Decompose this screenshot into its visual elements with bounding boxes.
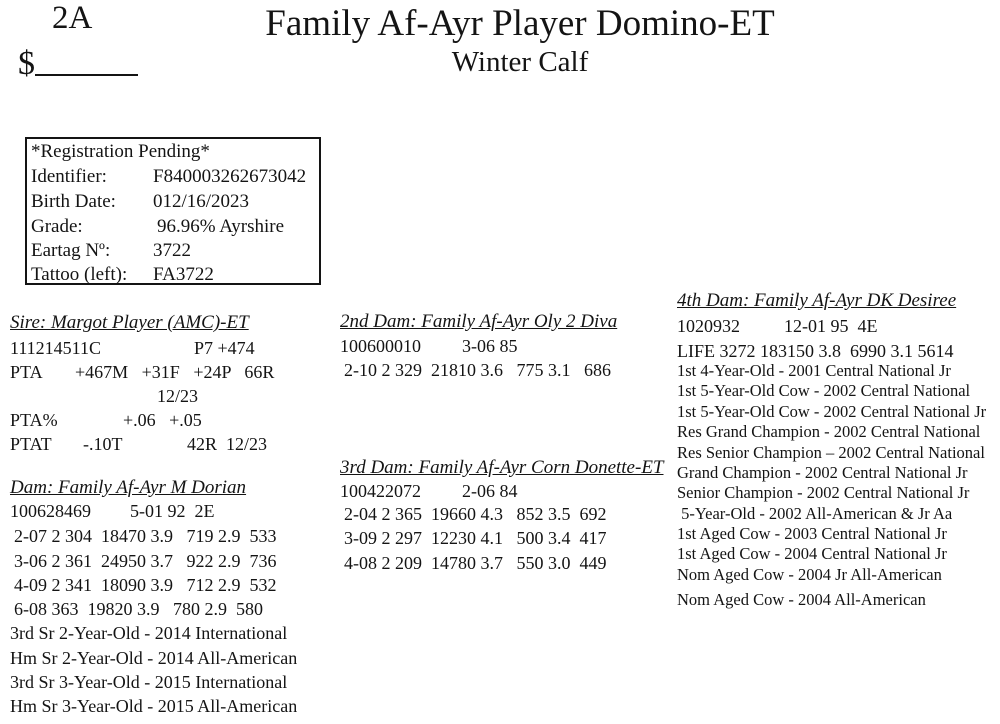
grade-value: 96.96% Ayrshire bbox=[157, 216, 285, 237]
fourth-dam-heading: 4th Dam: Family Af-Ayr DK Desiree bbox=[677, 290, 957, 311]
grade-label: Grade: bbox=[31, 216, 83, 237]
identifier-label: Identifier: bbox=[31, 166, 107, 187]
fourth-dam-award: 1st 5-Year-Old Cow - 2002 Central National Jr bbox=[677, 402, 987, 421]
dam-record: 3-06 2 361 24950 3.7 922 2.9 736 bbox=[14, 551, 277, 571]
fourth-dam-reg-number: 1020932 bbox=[677, 316, 740, 336]
fourth-dam-award: Grand Champion - 2002 Central National Jr bbox=[677, 463, 968, 482]
dam-record: 6-08 363 19820 3.9 780 2.9 580 bbox=[14, 599, 263, 619]
second-dam-reg-number: 100600010 bbox=[340, 336, 421, 356]
eartag-value: 3722 bbox=[153, 240, 191, 261]
fourth-dam-award: Res Senior Champion – 2002 Central National bbox=[677, 443, 985, 462]
price-symbol: $ bbox=[18, 45, 35, 82]
sire-pta-values: +467M +31F +24P 66R bbox=[75, 362, 275, 382]
dam-heading: Dam: Family Af-Ayr M Dorian bbox=[10, 477, 247, 498]
sire-ptat-label: PTAT bbox=[10, 434, 52, 454]
third-dam-info: 2-06 84 bbox=[462, 481, 518, 501]
animal-name: Family Af-Ayr Player Domino-ET bbox=[265, 3, 775, 44]
dam-record: 2-07 2 304 18470 3.9 719 2.9 533 bbox=[14, 526, 277, 546]
dam-record: 4-09 2 341 18090 3.9 712 2.9 532 bbox=[14, 575, 277, 595]
third-dam-record: 2-04 2 365 19660 4.3 852 3.5 692 bbox=[344, 504, 607, 524]
dam-award: 3rd Sr 2-Year-Old - 2014 International bbox=[10, 623, 288, 643]
dam-award: 3rd Sr 3-Year-Old - 2015 International bbox=[10, 672, 288, 692]
dam-reg-number: 100628469 bbox=[10, 501, 91, 521]
second-dam-record: 2-10 2 329 21810 3.6 775 3.1 686 bbox=[344, 360, 611, 380]
sire-heading: Sire: Margot Player (AMC)-ET bbox=[10, 312, 249, 333]
dam-award: Hm Sr 3-Year-Old - 2015 All-American bbox=[10, 696, 298, 716]
lot-number: 2A bbox=[52, 0, 93, 36]
fourth-dam-award: Nom Aged Cow - 2004 Jr All-American bbox=[677, 565, 942, 584]
dam-info: 5-01 92 2E bbox=[130, 501, 215, 521]
fourth-dam-award: 1st 5-Year-Old Cow - 2002 Central National bbox=[677, 381, 971, 400]
sire-ptapct-label: PTA% bbox=[10, 410, 58, 430]
fourth-dam-award: 5-Year-Old - 2002 All-American & Jr Aa bbox=[677, 504, 953, 523]
third-dam-heading: 3rd Dam: Family Af-Ayr Corn Donette-ET bbox=[340, 457, 664, 478]
birth-date-value: 012/16/2023 bbox=[153, 191, 250, 212]
registration-status: *Registration Pending* bbox=[31, 141, 210, 162]
sire-proof: P7 +474 bbox=[194, 338, 255, 358]
animal-class: Winter Calf bbox=[451, 46, 589, 78]
sire-reg-number: 111214511C bbox=[10, 338, 102, 358]
third-dam-record: 4-08 2 209 14780 3.7 550 3.0 449 bbox=[344, 553, 607, 573]
third-dam-reg-number: 100422072 bbox=[340, 481, 421, 501]
sire-pta-date: 12/23 bbox=[157, 386, 199, 406]
fourth-dam-award: 1st Aged Cow - 2004 Central National Jr bbox=[677, 544, 947, 563]
fourth-dam-award: Senior Champion - 2002 Central National Jr bbox=[677, 483, 970, 502]
sire-ptat-value: -.10T bbox=[83, 434, 123, 454]
tattoo-value: FA3722 bbox=[153, 264, 214, 285]
second-dam-heading: 2nd Dam: Family Af-Ayr Oly 2 Diva bbox=[340, 311, 618, 332]
birth-date-label: Birth Date: bbox=[31, 191, 116, 212]
eartag-label: Eartag Nº: bbox=[31, 240, 111, 261]
fourth-dam-award: Res Grand Champion - 2002 Central National bbox=[677, 422, 981, 441]
tattoo-label: Tattoo (left): bbox=[31, 264, 128, 285]
third-dam-record: 3-09 2 297 12230 4.1 500 3.4 417 bbox=[344, 528, 607, 548]
fourth-dam-lifetime: LIFE 3272 183150 3.8 6990 3.1 5614 bbox=[677, 341, 954, 361]
fourth-dam-award: 1st 4-Year-Old - 2001 Central National Jr bbox=[677, 361, 951, 380]
fourth-dam-award: Nom Aged Cow - 2004 All-American bbox=[677, 590, 926, 609]
sire-pta-label: PTA bbox=[10, 362, 43, 382]
sire-ptapct-values: +.06 +.05 bbox=[123, 410, 202, 430]
identifier-value: F840003262673042 bbox=[153, 166, 307, 187]
fourth-dam-award: 1st Aged Cow - 2003 Central National Jr bbox=[677, 524, 947, 543]
fourth-dam-info: 12-01 95 4E bbox=[784, 316, 878, 336]
second-dam-info: 3-06 85 bbox=[462, 336, 518, 356]
registration-box bbox=[25, 137, 321, 285]
sire-ptat-extra: 42R 12/23 bbox=[187, 434, 268, 454]
dam-award: Hm Sr 2-Year-Old - 2014 All-American bbox=[10, 648, 298, 668]
